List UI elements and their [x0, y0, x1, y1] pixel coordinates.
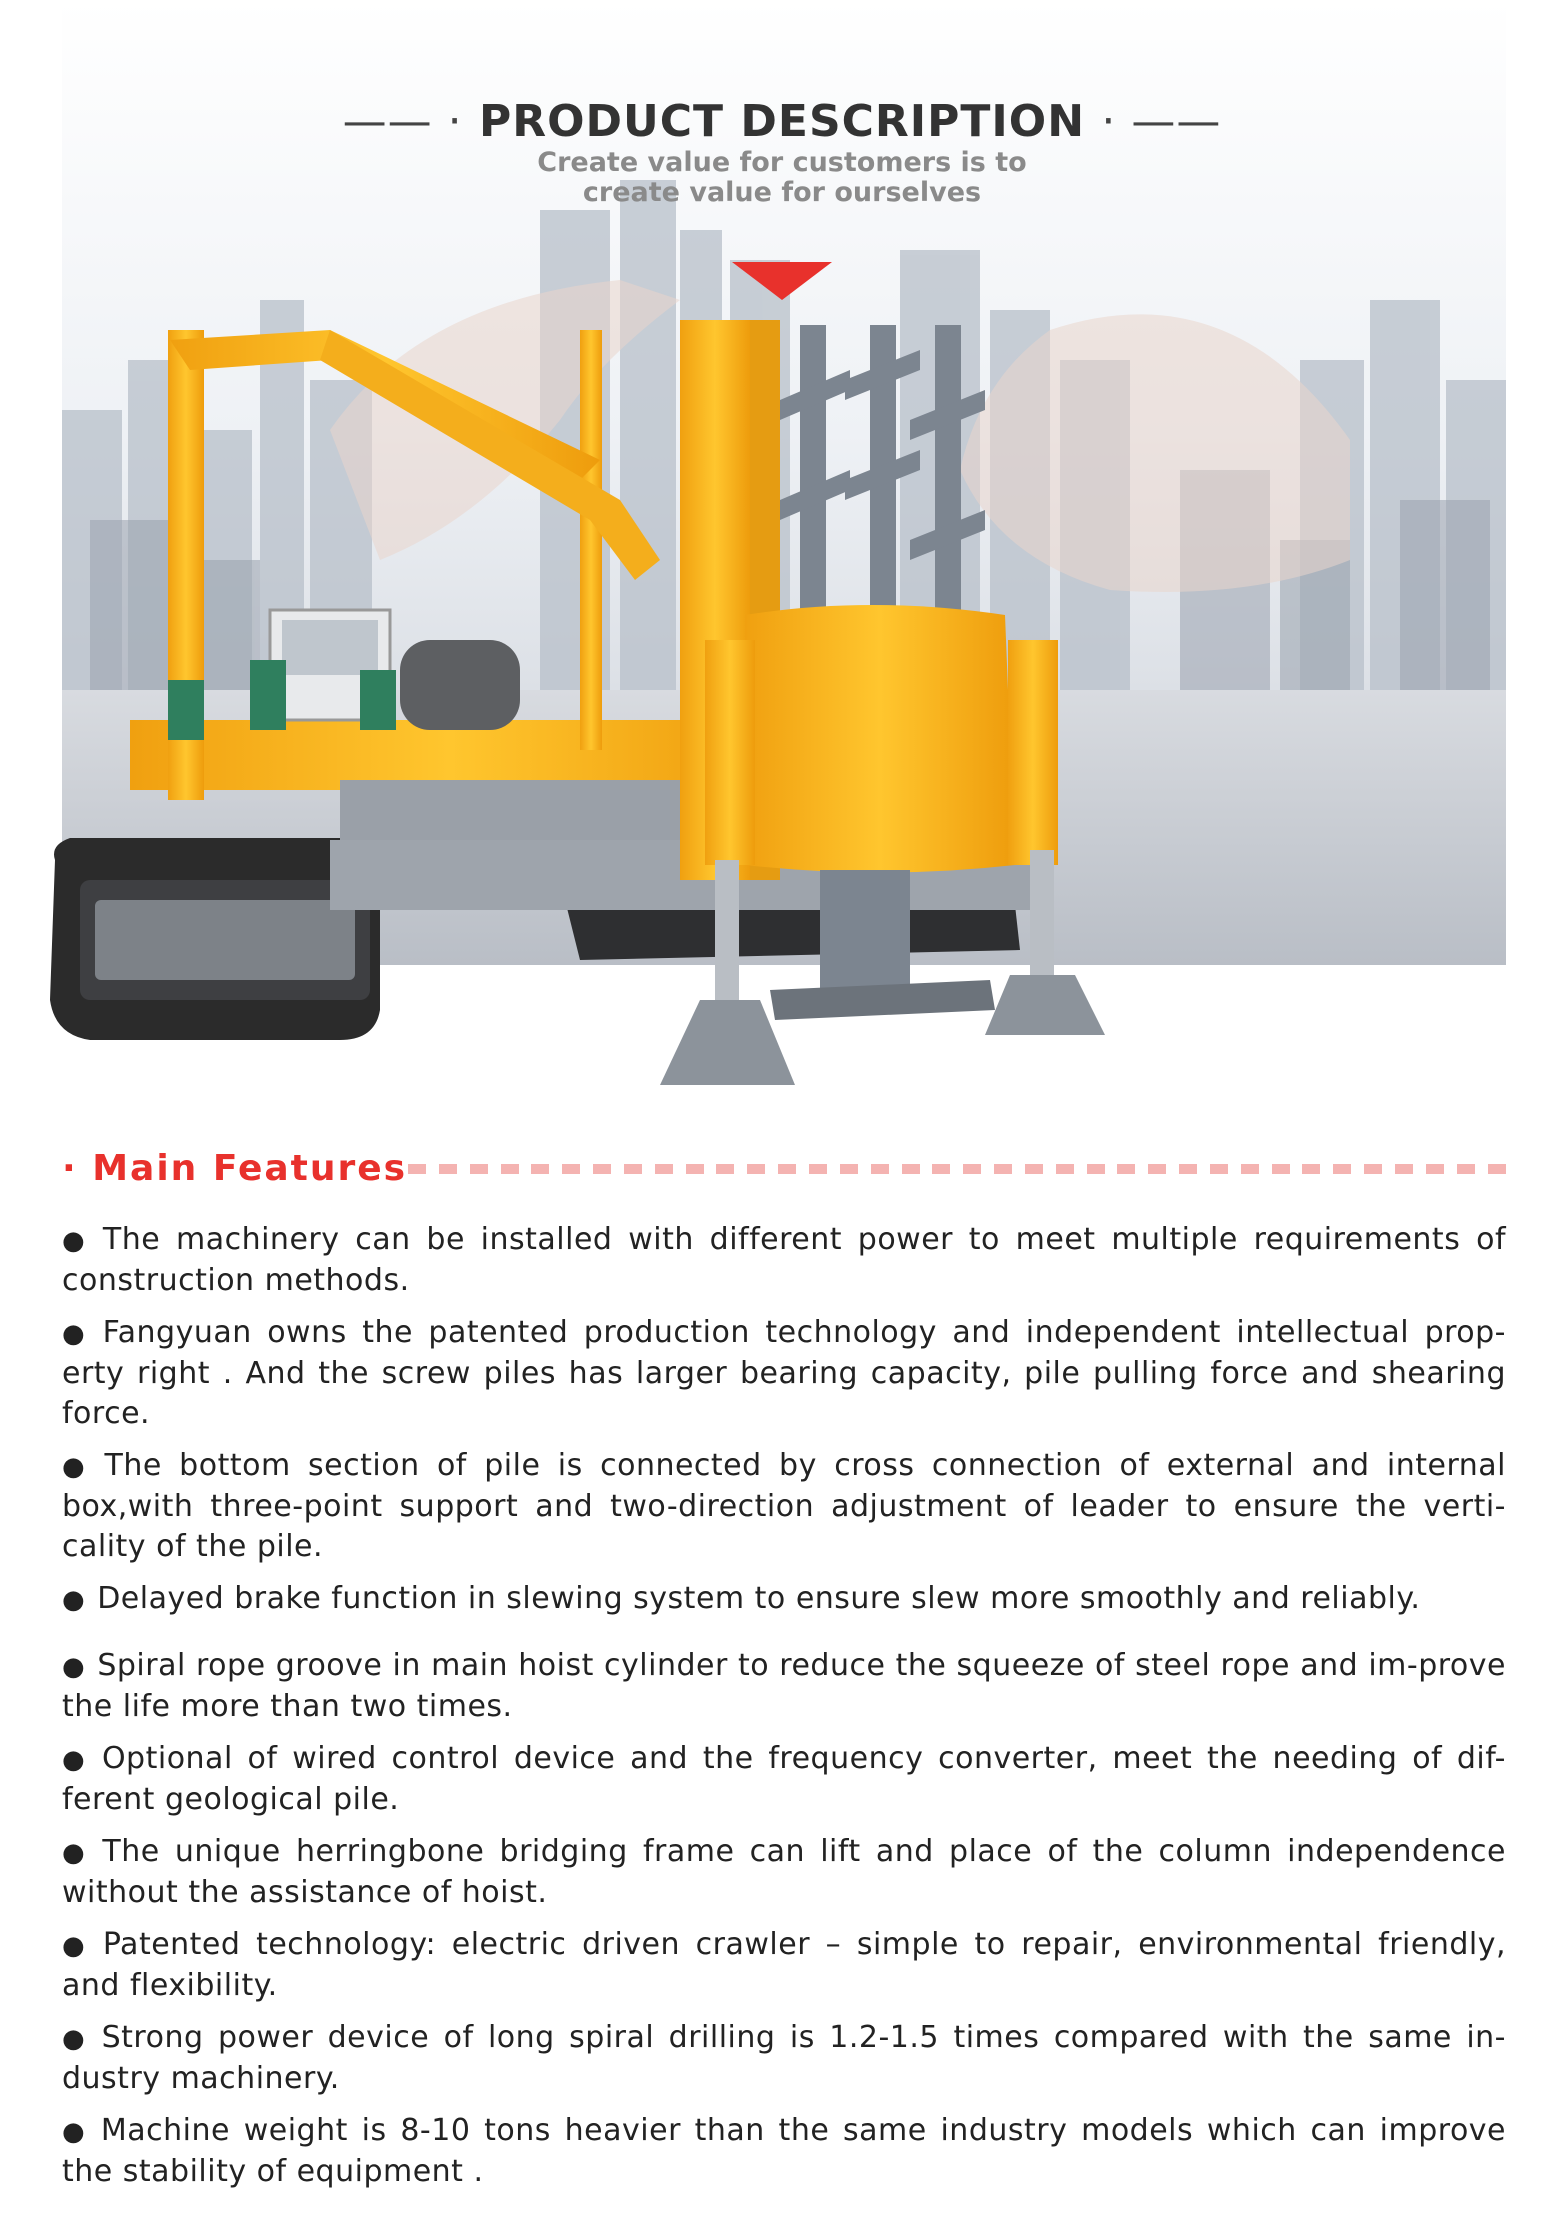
feature-item: ● Spiral rope groove in main hoist cylinder to reduce the squeeze of steel rope and im-prove the life more than two times.: [62, 1648, 1506, 1724]
bullet-icon: ●: [62, 1652, 86, 1682]
page-title: [0, 96, 1564, 147]
bullet-icon: ●: [62, 1226, 91, 1256]
bullet-icon: ●: [62, 1745, 90, 1775]
feature-item: ● Machine weight is 8-10 tons heavier than the same industry models which can improve the stability of equipment .: [62, 2113, 1507, 2189]
subtitle-line-1: Create value for customers is to: [537, 147, 1027, 178]
feature-item: ● Fangyuan owns the patented production technology and independent intellectual prop-erty right . And the screw piles has larger bearing capacity, pile pulling force and shearing force.: [62, 1315, 1507, 1431]
bullet-icon: ●: [62, 1838, 91, 1868]
heading-dotted-divider: [408, 1164, 1506, 1174]
title-dash-left: —— ·: [342, 96, 463, 147]
title-text: PRODUCT DESCRIPTION: [478, 96, 1086, 147]
title-dash-right: · ——: [1101, 96, 1222, 147]
bullet-icon: ●: [62, 1452, 93, 1482]
bullet-icon: ●: [62, 2024, 90, 2054]
feature-item: ● Optional of wired control device and the frequency converter, meet the needing of dif-ferent geological pile.: [62, 1741, 1507, 1817]
feature-item: ● The bottom section of pile is connected by cross connection of external and internal box,with three-point support and two-direction adjustment of leader to ensure the verti-cality of the pile.: [62, 1448, 1507, 1564]
bullet-icon: ●: [62, 1585, 86, 1615]
main-features-heading: · Main Features: [62, 1148, 408, 1189]
feature-item: ● Delayed brake function in slewing system to ensure slew more smoothly and reliably.: [62, 1581, 1421, 1616]
features-list: [62, 1220, 1506, 2204]
feature-item: ● The unique herringbone bridging frame can lift and place of the column independence without the assistance of hoist.: [62, 1834, 1507, 1910]
bullet-icon: ●: [62, 1319, 91, 1349]
bullet-icon: ●: [62, 1931, 91, 1961]
feature-item: ● The machinery can be installed with different power to meet multiple requirements of construction methods.: [62, 1222, 1507, 1298]
bullet-icon: ●: [62, 2117, 89, 2147]
subtitle-line-2: create value for ourselves: [582, 177, 982, 208]
feature-item: ● Strong power device of long spiral drilling is 1.2-1.5 times compared with the same in-dustry machinery.: [62, 2020, 1507, 2096]
feature-item: ● Patented technology: electric driven crawler – simple to repair, environmental friendly, and flexibility.: [62, 1927, 1506, 2003]
